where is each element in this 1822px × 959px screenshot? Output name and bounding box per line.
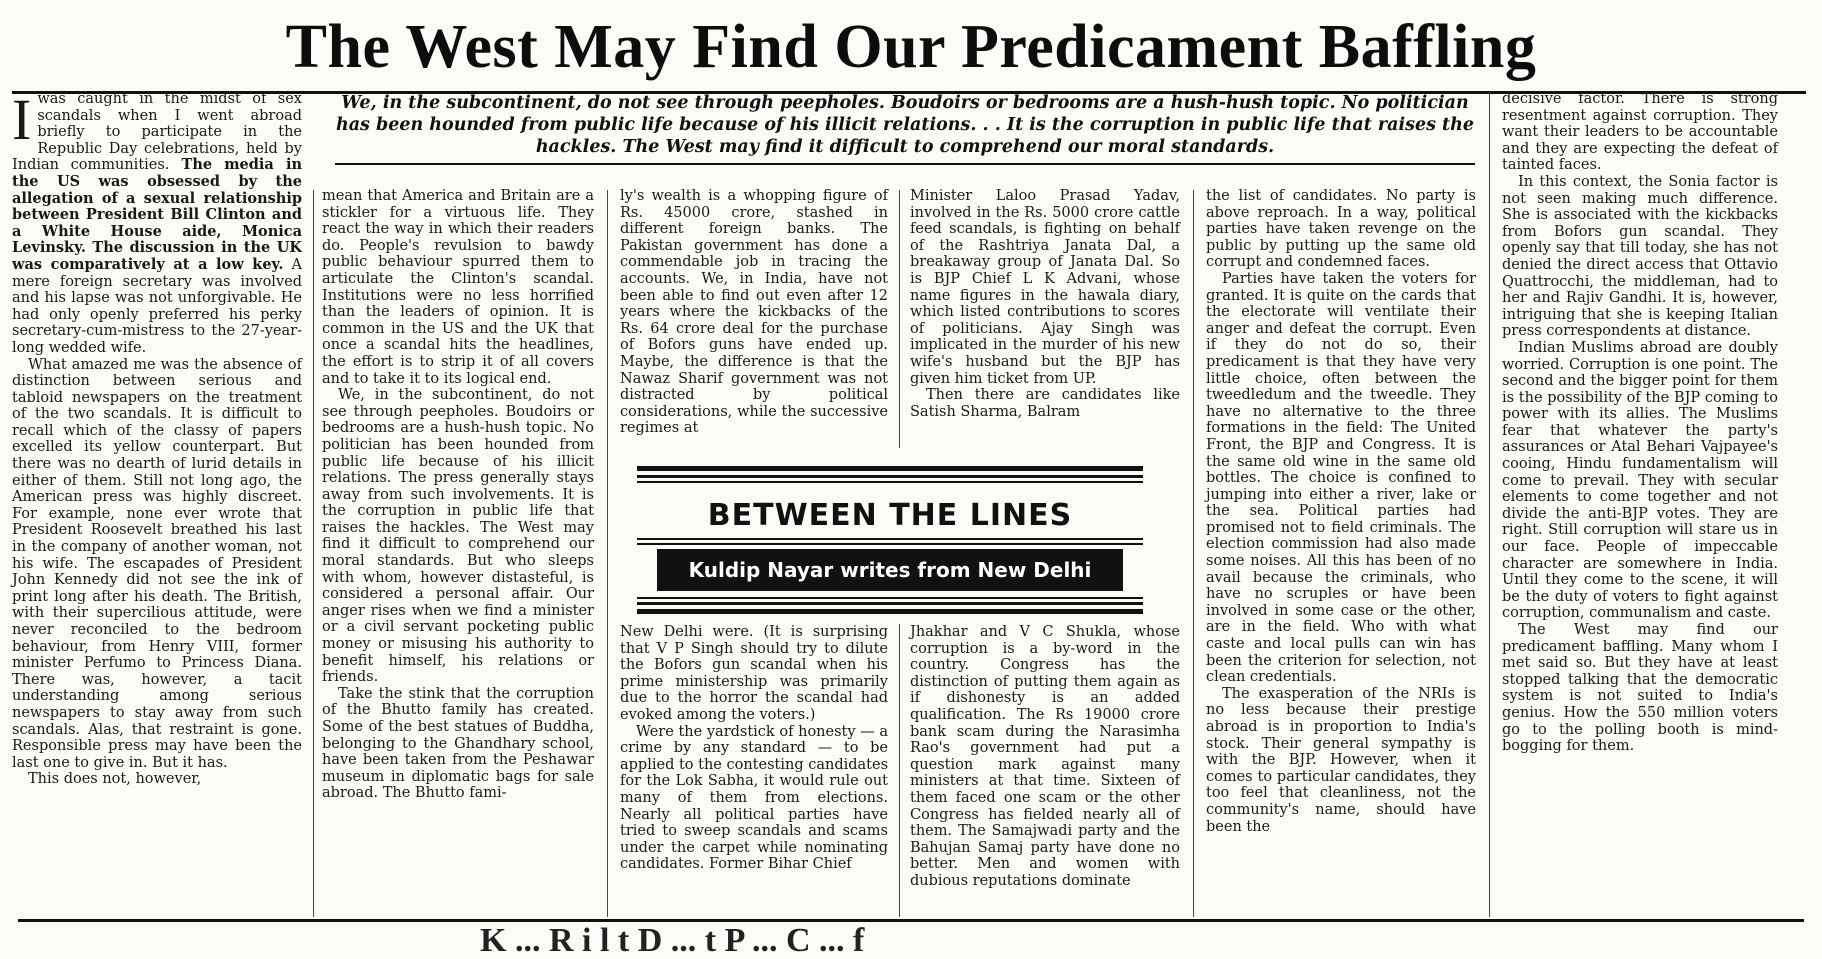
- col6-paragraph: decisive factor. There is strong resentment against corruption. They want their leaders to be accountable and they are expecting the defeat of tainted faces.: [1502, 91, 1778, 174]
- col1-intro: was caught in the midst of sex scandals when I went abroad briefly to participate in the Republic Day celebrations, held by Indian communities.: [12, 91, 302, 174]
- col6-paragraph: Indian Muslims abroad are doubly worried. Corruption is one point. The second and the bigger point for them is the possibility of the BJP coming to power with its allies. The Muslims fear that whatever the party's assurances or Atal Behari Vajpayee's cooing, Hindu fundamentalism will come to prevail. They with secular elements to come together and not divide the anti-BJP votes. They are right. Still corruption will stare us in our face. People of impeccable character are somewhere in India. Until they come to the scene, it will be the duty of voters to fight against corruption, communalism and caste.: [1502, 339, 1778, 622]
- article-column-4-top: [910, 188, 1180, 450]
- article-column-2: [322, 188, 594, 917]
- logo-stripe: [637, 466, 1143, 471]
- col6-paragraph: In this context, the Sonia factor is not seen making much difference. She is associated with the kickbacks from Bofors gun scandal. They openly say that till today, she has not denied the direct access that Ottavio Quattrocchi, the middleman, had to her and Rajiv Gandhi. It is, however, intriguing that she is keeping Italian press correspondents at distance.: [1502, 173, 1778, 340]
- col3-paragraph: ly's wealth is a whopping figure of Rs. 45000 crore, stashed in different foreign banks. The Pakistan government has done a commendable job in tracing the accounts. We, in India, have not been able to find out even after 12 years where the kickbacks of the Rs. 64 crore deal for the purchase of Bofors guns have ended up. Maybe, the difference is that the Nawaz Sharif government was not distracted by political considerations, while the successive regimes at: [620, 188, 888, 437]
- logo-stripe: [637, 602, 1143, 605]
- column-divider: [899, 624, 900, 917]
- article-column-3-bottom: [620, 624, 888, 917]
- col2-paragraph: We, in the subcontinent, do not see through peepholes. Boudoirs or bedrooms are a hush-hush topic. No politician has been hounded from public life because of his illicit relations. The press generally stays away from such involvements. It is the corruption in public life that raises the hackles. The West may find it difficult to comprehend our moral standards. But who sleeps with whom, however distasteful, is considered a personal affair. Our anger rises when we find a minister or a civil servant pocketing public money or misusing his authority to benefit himself, his relations or friends.: [322, 387, 594, 686]
- column-divider: [313, 190, 314, 917]
- col5-paragraph: the list of candidates. No party is above reproach. In a way, political parties have taken revenge on the public by putting up the same old corrupt and condemned faces.: [1206, 188, 1476, 271]
- logo-stripe: [637, 543, 1143, 545]
- logo-stripe: [637, 481, 1143, 483]
- col2-paragraph: mean that America and Britain are a stickler for a virtuous life. They react the way in which their readers do. People's revulsion to bawdy public behaviour spurred them to articulate the Clinton's scandal. Institutions were no less horrified than the leaders of opinion. It is common in the US and the UK that once a scandal hits the headlines, the effort is to strip it of all covers and to take it to its logical end.: [322, 188, 594, 387]
- col1-intro-tail: A mere foreign secretary was involved and his lapse was not unforgivable. He had only openly preferred his perky secretary-cum-mistress to the 27-year-long wedded wife.: [12, 256, 302, 356]
- column-divider: [1193, 190, 1194, 917]
- col3-paragraph: New Delhi were. (It is surprising that V P Singh should try to dilute the Bofors gun scandal when his prime ministership was primarily due to the horror the scandal had evoked among the voters.): [620, 624, 888, 723]
- article-column-1: [12, 87, 302, 917]
- page-bottom-rule: [18, 919, 1804, 922]
- logo-stripe: [637, 475, 1143, 478]
- next-article-headline-cutoff: K ... R i l t D ... t P ... C ... f: [480, 922, 865, 959]
- logo-stripe: [637, 538, 1143, 540]
- col4-paragraph: Then there are candidates like Satish Sharma, Balram: [910, 387, 1180, 420]
- col2-paragraph: Take the stink that the corruption of the Bhutto family has created. Some of the best statues of Buddha, belonging to the Ghandhary school, have been taken from the Peshawar museum in diplomatic bags for sale abroad. The Bhutto fami-: [322, 685, 594, 802]
- col5-paragraph: Parties have taken the voters for granted. It is quite on the cards that the electorate will ventilate their anger and defeat the corrupt. Even if they do not do so, their predicament is that they have very little choice, often between the tweedledum and the tweedle. They have no alternative to the three formations in the field: The United Front, the BJP and Congress. It is the same old wine in the same old bottles. The choice is confined to jumping into either a river, lake or the sea. Political parties had promised not to field criminals. The election commission had also made some noises. All this has been of no avail because the criminals, who have no scruples or have been involved in some case or the other, are in the field. Who with what caste and local pulls can win has been the criterion for selection, not clean credentials.: [1206, 270, 1476, 686]
- column-logo: [637, 466, 1143, 616]
- article-column-5: [1206, 188, 1476, 917]
- logo-stripe: [637, 597, 1143, 599]
- col1-bold-lead: The media in the US was obsessed by the allegation of a sexual relationship between President Bill Clinton and a White House aide, Monica Levinsky. The discussion in the UK was comparatively at a low key.: [12, 156, 302, 273]
- col6-paragraph: The West may find our predicament baffling. Many whom I met said so. But they have at least stopped talking that the democratic system is not suited to India's genius. How the 550 million voters go to the polling booth is mind-bogging for them.: [1502, 622, 1778, 755]
- article-column-3-top: [620, 188, 888, 450]
- col1-paragraph: What amazed me was the absence of distinction between serious and tabloid newspapers on the treatment of the two scandals. It is difficult to recall which of the classy of papers excelled its yellow counterpart. But there was no dearth of lurid details in either of them. Still not long ago, the American press was highly discreet. For example, none ever wrote that President Roosevelt breathed his last in the company of another woman, not his wife. The escapades of President John Kennedy did not see the ink of print long after his death. The British, with their supercilious attitude, were never reconciled to the bedroom behaviour, from Henry VIII, former minister Perfumo to Princess Diana. There was, however, a tacit understanding among serious newspapers to stay away from such scandals. Alas, that restraint is gone. Responsible press may have been the last one to give in. But it has.: [12, 356, 302, 771]
- column-logo-title: BETWEEN THE LINES: [707, 498, 1073, 533]
- column-divider: [607, 190, 608, 917]
- col5-paragraph: The exasperation of the NRIs is no less because their prestige abroad is in proportion to India's stock. Their general sympathy is with the BJP. However, when it comes to particular candidates, they too feel that cleanliness, not the community's name, should have been the: [1206, 685, 1476, 835]
- headline: The West May Find Our Predicament Baffling: [285, 13, 1537, 81]
- column-divider: [1489, 92, 1490, 917]
- column-byline: Kuldip Nayar writes from New Delhi: [657, 549, 1123, 591]
- logo-stripe: [637, 609, 1143, 614]
- col3-paragraph: Were the yardstick of honesty — a crime by any standard — to be applied to the contesting candidates for the Lok Sabha, it would rule out many of them from elections. Nearly all political parties have tried to sweep scandals and scams under the carpet while nominating candidates. Former Bihar Chief: [620, 723, 889, 873]
- article-column-4-bottom: [910, 624, 1180, 917]
- drop-cap: I: [12, 87, 32, 152]
- column-divider: [899, 190, 900, 448]
- deck-rule-bottom: [335, 163, 1475, 165]
- deck-quote: We, in the subcontinent, do not see through peepholes. Boudoirs or bedrooms are a hush-hush topic. No politician has been hounded from public life because of his illicit relations. . . It is the corruption in public life that raises the hackles. The West may find it difficult to comprehend our moral standards.: [335, 93, 1474, 157]
- article-column-6: [1502, 91, 1778, 917]
- col1-paragraph: This does not, however,: [28, 771, 202, 788]
- col4-paragraph: Minister Laloo Prasad Yadav, involved in the Rs. 5000 crore cattle feed scandals, is fighting on behalf of the Rashtriya Janata Dal, a breakaway group of Janata Dal. So is BJP Chief L K Advani, whose name figures in the hawala diary, which listed contributions to scores of politicians. Ajay Singh was implicated in the murder of his new wife's husband but the BJP has given him ticket from UP.: [910, 188, 1180, 387]
- col4-paragraph: Jhakhar and V C Shukla, whose corruption is a by-word in the country. Congress has the distinction of putting them again as if dishonesty is an added qualification. The Rs 19000 crore bank scam during the Narasimha Rao's government had put a question mark against many ministers at that time. Sixteen of them faced one scam or the other Congress has fielded nearly all of them. The Samajwadi party and the Bahujan Samaj party have done no better. Men and women with dubious reputations dominate: [910, 624, 1180, 889]
